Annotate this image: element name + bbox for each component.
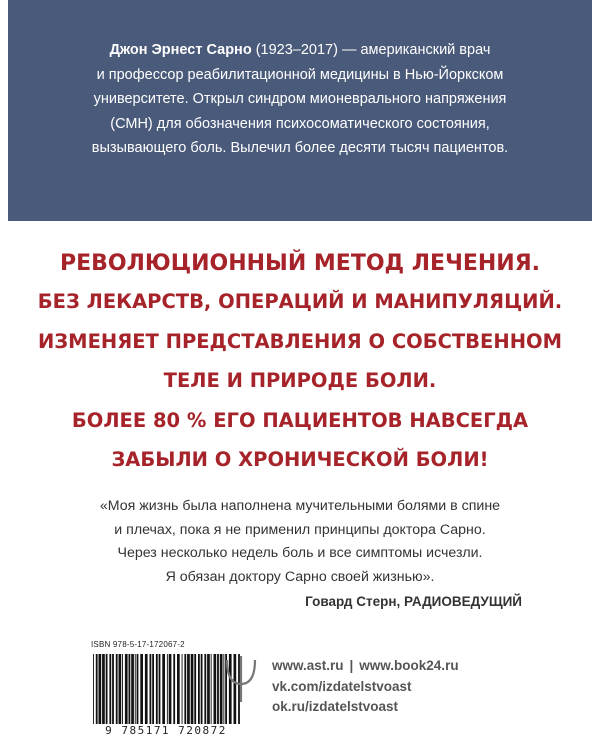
quote-line-3: Через несколько недель боль и все симптомы исчезли. xyxy=(117,545,483,561)
link-vk[interactable]: vk.com/izdatelstvoast xyxy=(272,678,412,694)
isbn-barcode xyxy=(91,640,241,736)
quote-line-2: и плечах, пока я не применил принципы доктора Сарно. xyxy=(114,521,486,538)
headline-line-2: БЕЗ ЛЕКАРСТВ, ОПЕРАЦИЙ И МАНИПУЛЯЦИЙ. xyxy=(37,290,563,313)
headline-line-4: ТЕЛЕ И ПРИРОДЕ БОЛИ. xyxy=(163,369,437,392)
bio-line-3: университете. Открыл синдром мионеврального напряжения xyxy=(93,91,507,107)
author-bio xyxy=(38,38,562,161)
bio-line-2: и профессор реабилитационной медицины в Нью-Йоркском xyxy=(96,66,504,83)
headline-line-5: БОЛЕЕ 80 % ЕГО ПАЦИЕНТОВ НАВСЕГДА xyxy=(71,408,529,432)
link-book24[interactable]: www.book24.ru xyxy=(359,658,459,673)
barcode-digits: 9 785171 720872 xyxy=(105,724,227,737)
isbn-number: ISBN 978-5-17-172067-2 xyxy=(91,640,185,649)
links-row-sites xyxy=(272,656,459,677)
publisher-psi-logo-icon xyxy=(223,654,259,704)
publisher-links xyxy=(272,656,459,718)
author-name: Джон Эрнест Сарно xyxy=(109,42,252,58)
attribution-role: РАДИОВЕДУЩИЙ xyxy=(404,594,522,609)
link-ast[interactable]: www.ast.ru xyxy=(272,658,344,673)
attribution-name: Говард Стерн, xyxy=(305,594,401,609)
links-separator: | xyxy=(349,658,354,673)
headline-line-1: РЕВОЛЮЦИОННЫЙ МЕТОД ЛЕЧЕНИЯ. xyxy=(59,251,541,276)
quote-line-1: «Моя жизнь была наполнена мучительными болями в спине xyxy=(99,498,501,514)
promo-headline xyxy=(20,246,580,480)
author-bio-panel xyxy=(8,0,592,221)
testimonial-quote xyxy=(50,495,550,589)
quote-line-4: Я обязан доктору Сарно своей жизнью». xyxy=(165,568,435,585)
bio-line-4: (СМН) для обозначения психосоматического состояния, xyxy=(110,115,490,132)
testimonial-attribution xyxy=(305,594,522,609)
link-ok[interactable]: ok.ru/izdatelstvoast xyxy=(272,699,399,714)
barcode-bars xyxy=(91,654,241,724)
bio-line-1: (1923–2017) — американский врач xyxy=(251,42,491,58)
bio-line-5: вызывающего боль. Вылечил более десяти тысяч пациентов. xyxy=(91,140,509,156)
headline-line-3: ИЗМЕНЯЕТ ПРЕДСТАВЛЕНИЯ О СОБСТВЕННОМ xyxy=(37,329,562,353)
headline-line-6: ЗАБЫЛИ О ХРОНИЧЕСКОЙ БОЛИ! xyxy=(111,448,489,471)
